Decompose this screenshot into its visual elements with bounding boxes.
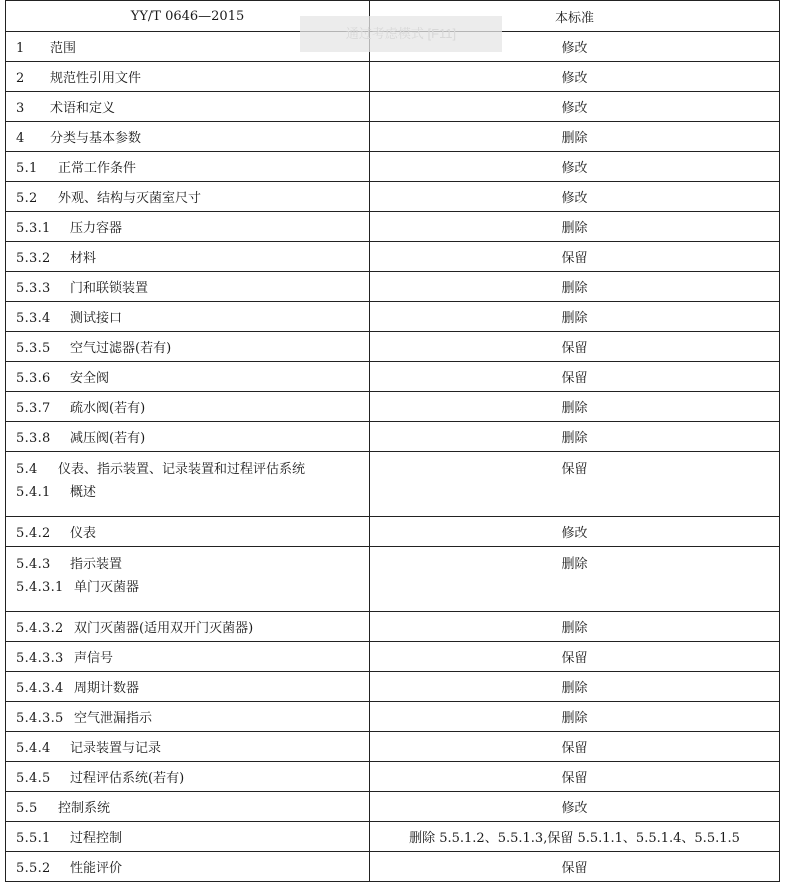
clause-title: 材料	[70, 251, 97, 266]
clause-line	[16, 67, 359, 86]
clause-number: 5.2	[16, 191, 38, 206]
clause-number: 5.3.5	[16, 341, 51, 356]
clause-line	[16, 157, 359, 176]
clause-number: 5.4.1	[16, 485, 51, 500]
header-standard-yyt: YY/T 0646—2015	[6, 1, 370, 32]
clause-number: 5.3.3	[16, 281, 51, 296]
clause-number: 5.4.3.1	[16, 580, 64, 595]
clause-number: 5.3.2	[16, 251, 51, 266]
clause-cell	[6, 642, 370, 672]
clause-title: 过程评估系统(若有)	[70, 771, 185, 786]
clause-line	[16, 576, 359, 599]
status-cell: 修改	[370, 517, 780, 547]
clause-number: 5.3.1	[16, 221, 51, 236]
table-row	[6, 452, 780, 517]
clause-number: 5.4	[16, 462, 38, 477]
clause-number: 5.4.3	[16, 557, 51, 572]
clause-line	[16, 857, 359, 876]
clause-title: 控制系统	[58, 801, 111, 816]
clause-line	[16, 553, 359, 576]
clause-number: 2	[16, 71, 25, 86]
clause-line	[16, 767, 359, 786]
table-row	[6, 392, 780, 422]
clause-title: 外观、结构与灭菌室尺寸	[58, 191, 202, 206]
clause-line	[16, 481, 359, 504]
clause-title: 规范性引用文件	[50, 71, 142, 86]
status-cell: 保留	[370, 362, 780, 392]
clause-number: 5.4.4	[16, 741, 51, 756]
clause-line	[16, 127, 359, 146]
status-cell: 删除	[370, 547, 780, 612]
clause-title: 门和联锁装置	[70, 281, 149, 296]
clause-cell	[6, 182, 370, 212]
table-row	[6, 302, 780, 332]
clause-title: 术语和定义	[50, 101, 116, 116]
table-row	[6, 332, 780, 362]
status-cell: 删除	[370, 122, 780, 152]
clause-number: 5.4.3.4	[16, 681, 64, 696]
clause-cell	[6, 672, 370, 702]
table-row	[6, 362, 780, 392]
clause-number: 5.4.5	[16, 771, 51, 786]
clause-title: 过程控制	[70, 831, 123, 846]
table-row	[6, 822, 780, 852]
clause-cell	[6, 822, 370, 852]
clause-title: 仪表	[70, 526, 97, 541]
clause-line	[16, 737, 359, 756]
table-row	[6, 422, 780, 452]
clause-cell	[6, 612, 370, 642]
table-row	[6, 212, 780, 242]
clause-number: 5.3.6	[16, 371, 51, 386]
clause-line	[16, 307, 359, 326]
status-cell: 保留	[370, 642, 780, 672]
clause-title: 性能评价	[70, 861, 123, 876]
clause-cell	[6, 272, 370, 302]
clause-title: 双门灭菌器(适用双开门灭菌器)	[74, 621, 254, 636]
status-cell: 删除	[370, 392, 780, 422]
clause-title: 压力容器	[70, 221, 123, 236]
table-row	[6, 547, 780, 612]
clause-title: 仪表、指示装置、记录装置和过程评估系统	[58, 462, 306, 477]
table-row	[6, 732, 780, 762]
status-cell: 删除	[370, 672, 780, 702]
clause-cell	[6, 392, 370, 422]
clause-number: 4	[16, 131, 25, 146]
clause-cell	[6, 852, 370, 882]
table-row	[6, 642, 780, 672]
clause-line	[16, 217, 359, 236]
table-row	[6, 182, 780, 212]
status-cell: 删除 5.5.1.2、5.5.1.3,保留 5.5.1.1、5.5.1.4、5.5.1.5	[370, 822, 780, 852]
clause-number: 5.4.2	[16, 526, 51, 541]
clause-number: 5.4.3.5	[16, 711, 64, 726]
clause-cell	[6, 302, 370, 332]
table-row	[6, 792, 780, 822]
clause-number: 5.1	[16, 161, 38, 176]
clause-line	[16, 337, 359, 356]
table-row	[6, 762, 780, 792]
clause-cell	[6, 362, 370, 392]
clause-title: 周期计数器	[74, 681, 140, 696]
status-cell: 修改	[370, 32, 780, 62]
table-row	[6, 272, 780, 302]
status-cell: 修改	[370, 92, 780, 122]
clause-line	[16, 707, 359, 726]
clause-line	[16, 277, 359, 296]
clause-title: 单门灭菌器	[74, 580, 140, 595]
clause-cell	[6, 517, 370, 547]
table-row	[6, 122, 780, 152]
clause-number: 5.3.4	[16, 311, 51, 326]
clause-cell	[6, 452, 370, 517]
clause-cell	[6, 422, 370, 452]
clause-title: 减压阀(若有)	[70, 431, 146, 446]
clause-line	[16, 617, 359, 636]
clause-title: 指示装置	[70, 557, 123, 572]
status-cell: 修改	[370, 62, 780, 92]
comparison-table	[5, 0, 780, 882]
clause-number: 5.4.3.3	[16, 651, 64, 666]
clause-cell	[6, 792, 370, 822]
clause-number: 5.5	[16, 801, 38, 816]
status-cell: 保留	[370, 732, 780, 762]
status-cell: 删除	[370, 302, 780, 332]
clause-cell	[6, 732, 370, 762]
clause-number: 5.3.7	[16, 401, 51, 416]
clause-line	[16, 247, 359, 266]
clause-cell	[6, 762, 370, 792]
clause-cell	[6, 122, 370, 152]
clause-line	[16, 397, 359, 416]
status-cell: 修改	[370, 182, 780, 212]
clause-title: 正常工作条件	[58, 161, 137, 176]
status-cell: 删除	[370, 212, 780, 242]
status-cell: 保留	[370, 762, 780, 792]
clause-line	[16, 367, 359, 386]
table-row	[6, 92, 780, 122]
clause-line	[16, 647, 359, 666]
clause-number: 5.5.1	[16, 831, 51, 846]
watermark-overlay: 通过考虑模式 [F11]	[300, 16, 502, 52]
clause-line	[16, 827, 359, 846]
clause-line	[16, 458, 359, 481]
clause-cell	[6, 92, 370, 122]
clause-cell	[6, 332, 370, 362]
table-row	[6, 62, 780, 92]
clause-title: 空气过滤器(若有)	[70, 341, 172, 356]
clause-title: 范围	[50, 41, 77, 56]
clause-title: 空气泄漏指示	[74, 711, 153, 726]
table-row	[6, 242, 780, 272]
clause-line	[16, 677, 359, 696]
clause-title: 声信号	[74, 651, 114, 666]
status-cell: 删除	[370, 612, 780, 642]
clause-title: 概述	[70, 485, 97, 500]
status-cell: 保留	[370, 332, 780, 362]
table-row	[6, 852, 780, 882]
clause-cell	[6, 62, 370, 92]
status-cell: 保留	[370, 852, 780, 882]
table-row	[6, 517, 780, 547]
clause-line	[16, 522, 359, 541]
status-cell: 删除	[370, 702, 780, 732]
clause-line	[16, 797, 359, 816]
table-row	[6, 702, 780, 732]
table-row	[6, 672, 780, 702]
status-cell: 保留	[370, 452, 780, 517]
status-cell: 删除	[370, 422, 780, 452]
clause-line	[16, 97, 359, 116]
clause-title: 疏水阀(若有)	[70, 401, 146, 416]
clause-cell	[6, 547, 370, 612]
status-cell: 删除	[370, 272, 780, 302]
table-row	[6, 612, 780, 642]
clause-number: 5.4.3.2	[16, 621, 64, 636]
clause-number: 1	[16, 41, 25, 56]
clause-line	[16, 427, 359, 446]
clause-title: 分类与基本参数	[50, 131, 142, 146]
clause-line	[16, 187, 359, 206]
status-cell: 保留	[370, 242, 780, 272]
clause-cell	[6, 242, 370, 272]
clause-number: 5.5.2	[16, 861, 51, 876]
clause-cell	[6, 212, 370, 242]
table-row	[6, 152, 780, 182]
clause-title: 安全阀	[70, 371, 110, 386]
clause-number: 3	[16, 101, 25, 116]
clause-title: 测试接口	[70, 311, 123, 326]
status-cell: 修改	[370, 792, 780, 822]
clause-cell	[6, 152, 370, 182]
clause-title: 记录装置与记录	[70, 741, 162, 756]
clause-number: 5.3.8	[16, 431, 51, 446]
status-cell: 修改	[370, 152, 780, 182]
header-this-standard: 本标准	[370, 1, 780, 32]
clause-cell	[6, 702, 370, 732]
